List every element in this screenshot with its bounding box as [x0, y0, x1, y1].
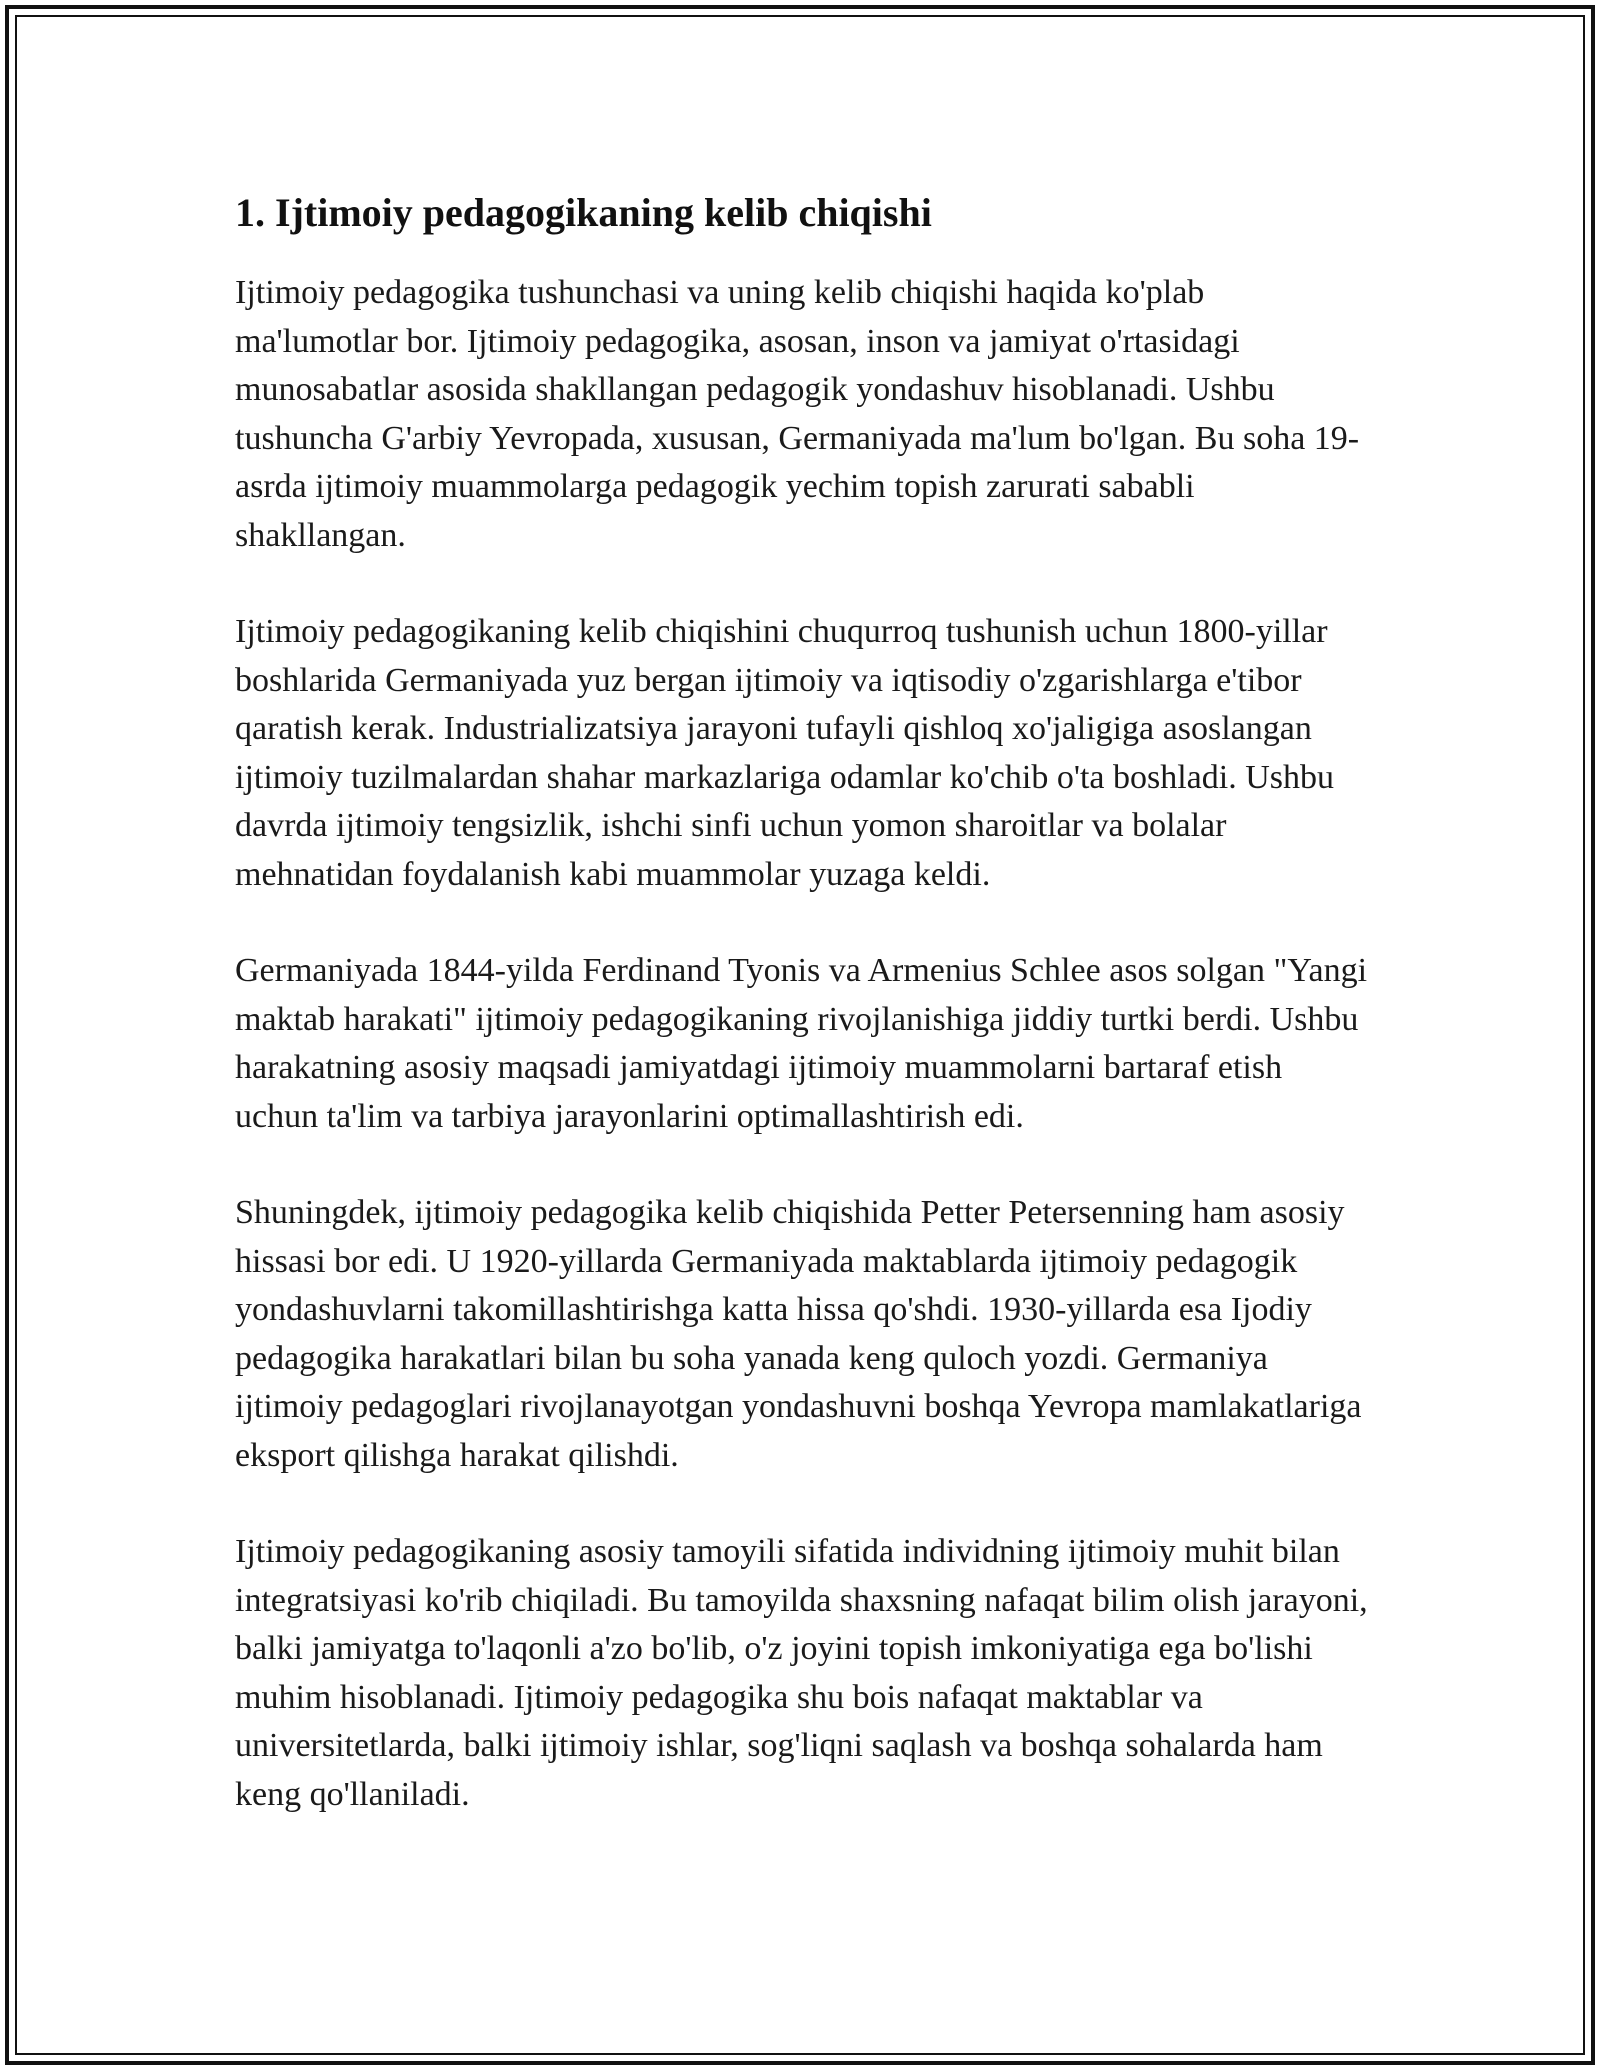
- paragraph-4: Shuningdek, ijtimoiy pedagogika kelib chiqishida Petter Petersenning ham asosiy hissasi bor edi. U 1920-yillarda Germaniyada maktablarda ijtimoiy pedagogik yondashuvlarni takomillashtirishga katta hissa qo'shdi. 1930-yillarda esa Ijodiy pedagogika harakatlari bilan bu soha yanada keng quloch yozdi. Germaniya ijtimoiy pedagoglari rivojlanayotgan yondashuvni boshqa Yevropa mamlakatlariga eksport qilishga harakat qilishdi.: [235, 1194, 1362, 1474]
- document-body: [235, 185, 1370, 1867]
- paragraph-2: Ijtimoiy pedagogikaning kelib chiqishini chuqurroq tushunish uchun 1800-yillar boshlarida Germaniyada yuz bergan ijtimoiy va iqtisodiy o'zgarishlarga e'tibor qaratish kerak. Industrializatsiya jarayoni tufayli qishloq xo'jaligiga asoslangan ijtimoiy tuzilmalardan shahar markazlariga odamlar ko'chib o'ta boshladi. Ushbu davrda ijtimoiy tengsizlik, ishchi sinfi uchun yomon sharoitlar va bolalar mehnatidan foydalanish kabi muammolar yuzaga keldi.: [235, 613, 1334, 893]
- paragraph-1: Ijtimoiy pedagogika tushunchasi va uning kelib chiqishi haqida ko'plab ma'lumotlar bor. Ijtimoiy pedagogika, asosan, inson va jamiyat o'rtasidagi munosabatlar asosida shakllangan pedagogik yondashuv hisoblanadi. Ushbu tushuncha G'arbiy Yevropada, xususan, Germaniyada ma'lum bo'lgan. Bu soha 19-asrda ijtimoiy muammolarga pedagogik yechim topish zarurati sababli shakllangan.: [235, 274, 1360, 554]
- paragraph-5: Ijtimoiy pedagogikaning asosiy tamoyili sifatida individning ijtimoiy muhit bilan integratsiyasi ko'rib chiqiladi. Bu tamoyilda shaxsning nafaqat bilim olish jarayoni, balki jamiyatga to'laqonli a'zo bo'lib, o'z joyini topish imkoniyatiga ega bo'lishi muhim hisoblanadi. Ijtimoiy pedagogika shu bois nafaqat maktablar va universitetlarda, balki ijtimoiy ishlar, sog'liqni saqlash va boshqa sohalarda ham keng qo'llaniladi.: [235, 1533, 1368, 1813]
- page-title: 1. Ijtimoiy pedagogikaning kelib chiqishi: [235, 190, 932, 235]
- paragraph-3: Germaniyada 1844-yilda Ferdinand Tyonis va Armenius Schlee asos solgan "Yangi maktab harakati" ijtimoiy pedagogikaning rivojlanishiga jiddiy turtki berdi. Ushbu harakatning asosiy maqsadi jamiyatdagi ijtimoiy muammolarni bartaraf etish uchun ta'lim va tarbiya jarayonlarini optimallashtirish edi.: [235, 952, 1368, 1135]
